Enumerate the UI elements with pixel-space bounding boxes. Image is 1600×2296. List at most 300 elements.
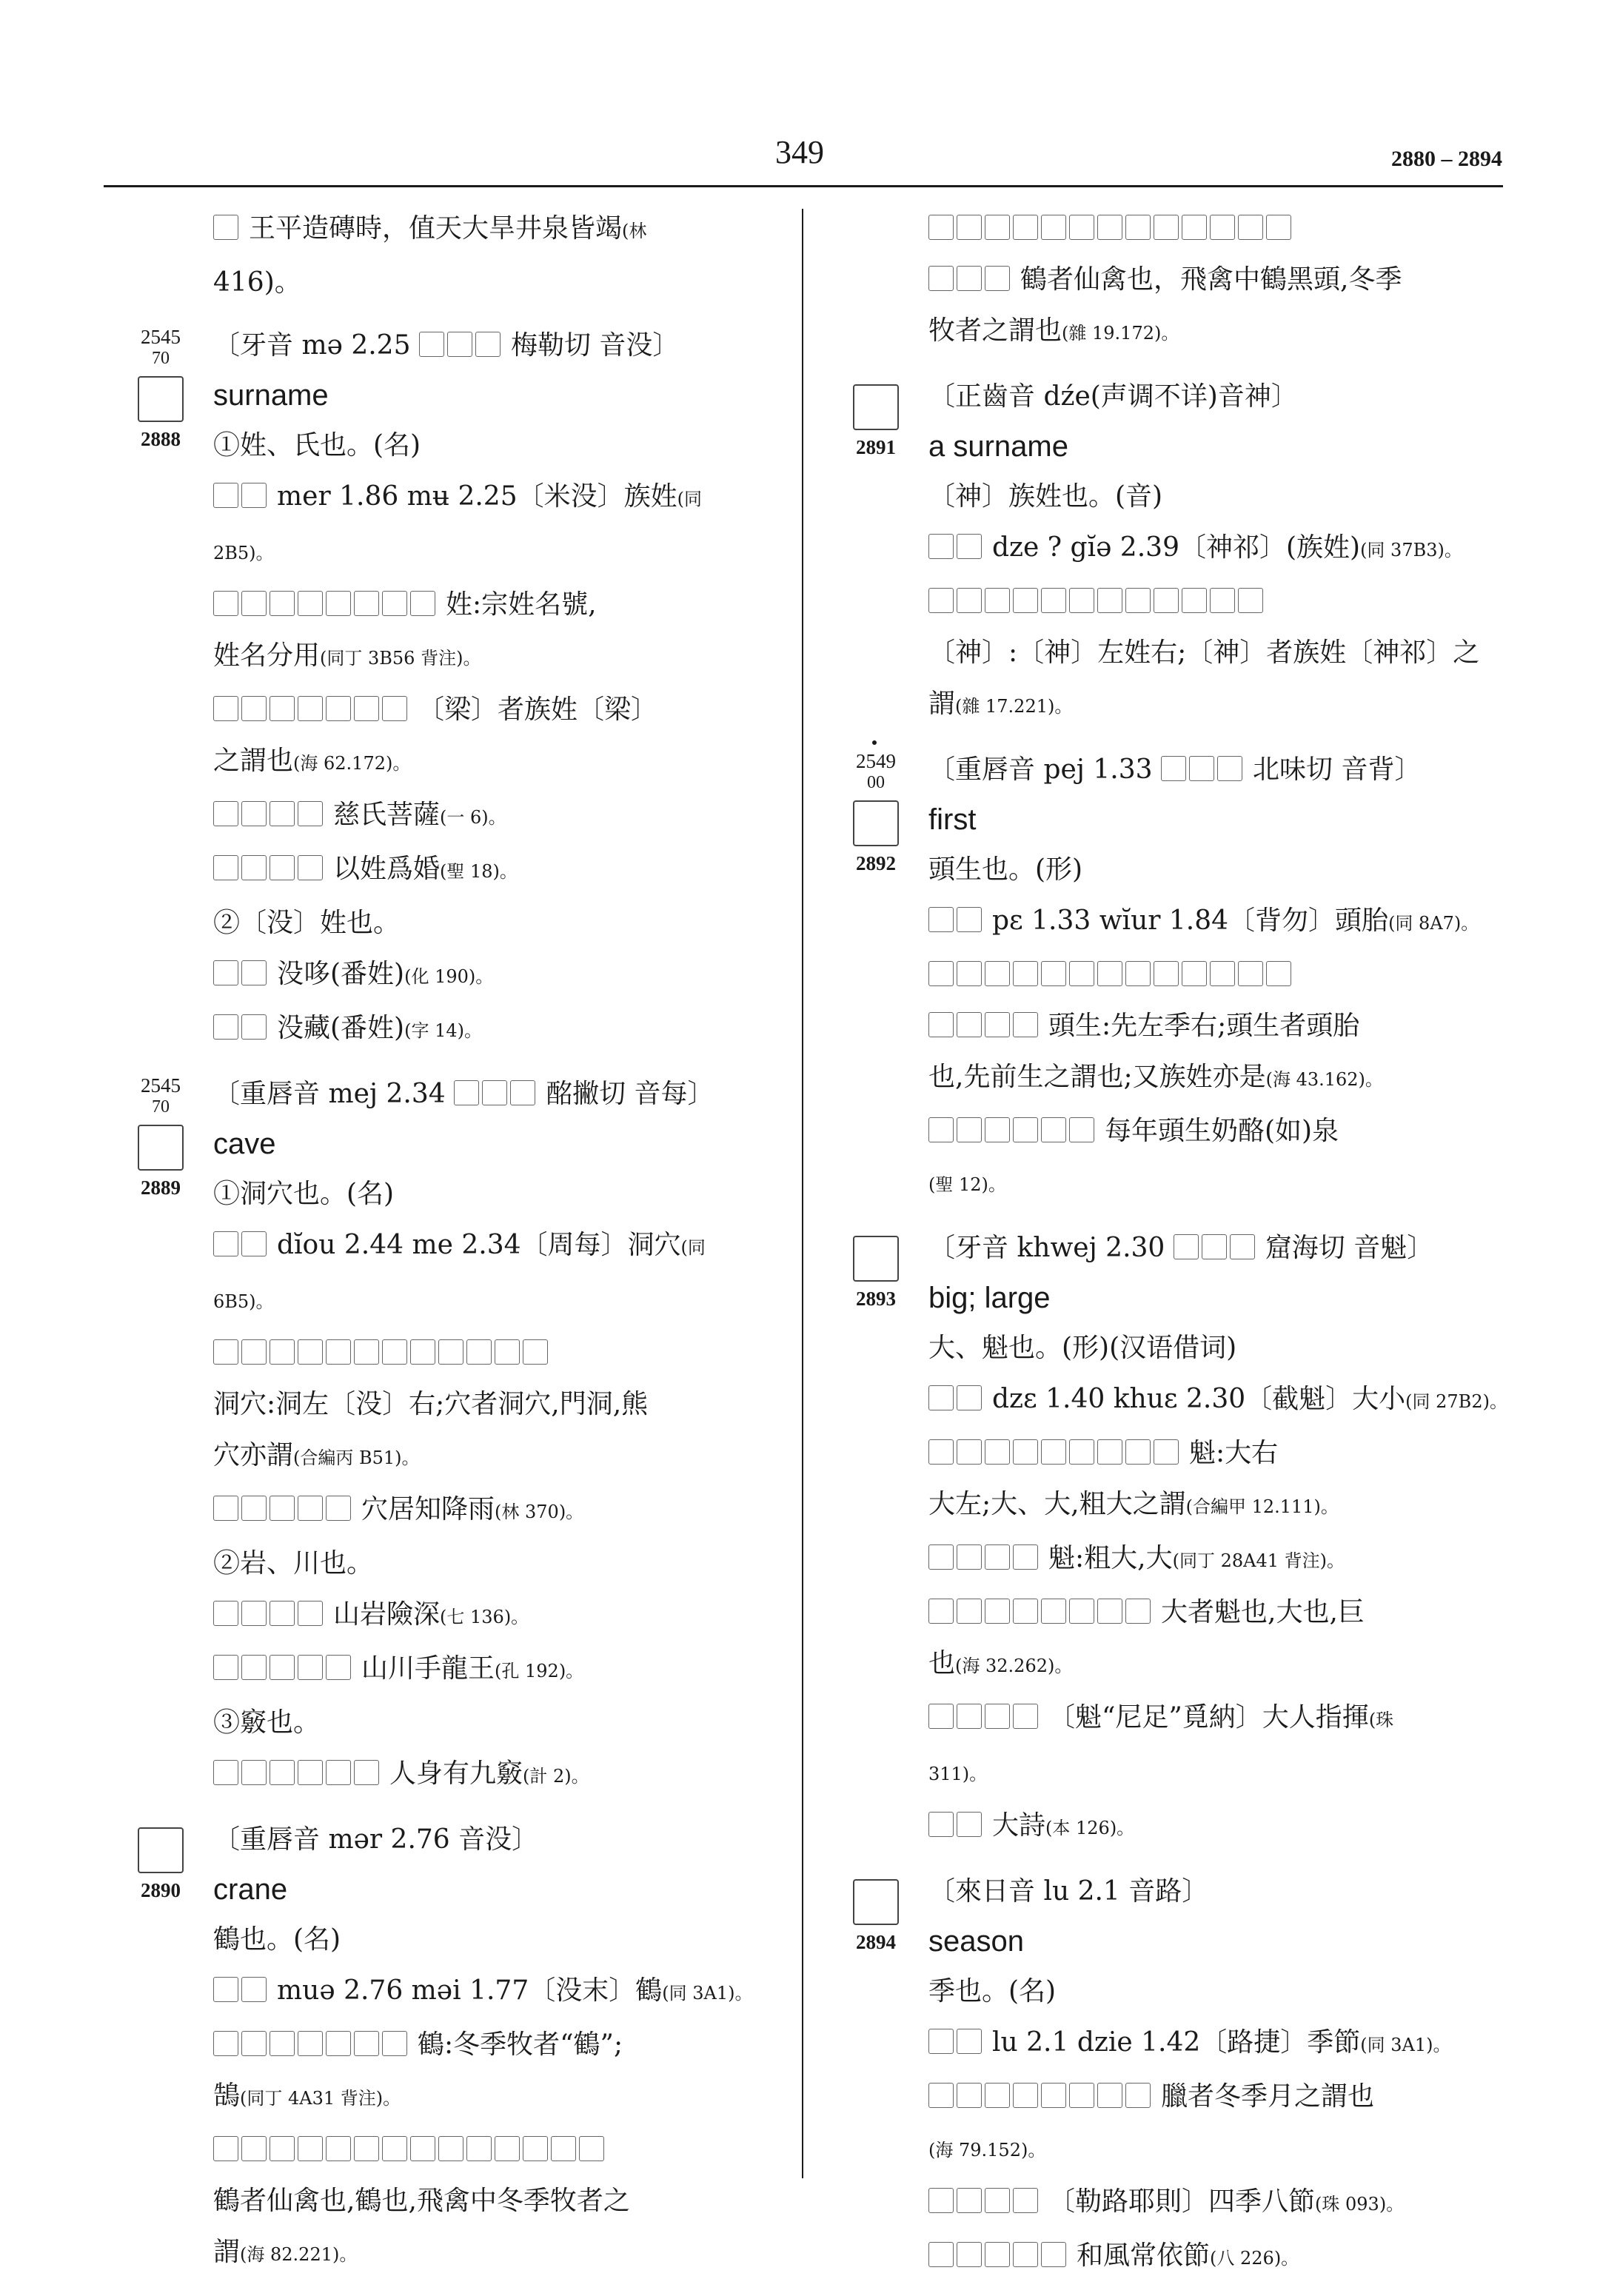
tangut-glyph [1013, 2242, 1038, 2267]
tangut-glyph [1174, 1234, 1199, 1259]
tangut-glyph [270, 1339, 295, 1365]
tangut-glyph [928, 215, 954, 240]
source-ref: (計 2)。 [523, 1766, 589, 1787]
tangut-glyph [326, 1496, 351, 1521]
tangut-glyph [957, 1385, 982, 1410]
text: 鶴者仙禽也，飛禽中鶴黑頭,冬季 [1020, 264, 1402, 295]
tangut-glyph [1013, 1544, 1038, 1570]
tangut-glyph [241, 1496, 267, 1521]
pronunciation: 〔重唇音 mər 2.76 音没〕 [213, 1824, 539, 1855]
source-ref: (同 37B3)。 [1360, 540, 1462, 560]
text: 没藏(番姓) [277, 1013, 405, 1043]
tangut-glyph [1069, 588, 1094, 613]
tangut-glyph [1041, 2242, 1066, 2267]
tangut-glyph [298, 801, 323, 826]
text: 以姓爲婚 [333, 854, 441, 884]
tangut-glyph [241, 855, 267, 880]
tangut-glyph [241, 1231, 267, 1256]
source-ref: (海 62.172)。 [293, 753, 411, 774]
tangut-glyph [928, 1439, 954, 1465]
tangut-glyph [241, 1760, 267, 1785]
tangut-glyph [985, 1012, 1010, 1037]
sense: ③竅也。 [213, 1707, 321, 1738]
source-ref: (雜 17.221)。 [955, 696, 1073, 717]
tangut-glyph [241, 696, 267, 721]
source-ref: (七 136)。 [440, 1607, 529, 1627]
source-ref: (同 3A1)。 [1360, 2035, 1451, 2055]
tangut-glyph [241, 1977, 267, 2002]
text: muə 2.76 məi 1.77〔没末〕鶴 [277, 1975, 663, 2006]
tangut-glyph [410, 2136, 435, 2161]
text: 大詩 [992, 1810, 1046, 1841]
tangut-glyph [1013, 1012, 1038, 1037]
tangut-glyph [1013, 588, 1038, 613]
tangut-glyph [1041, 588, 1066, 613]
tangut-glyph [1238, 961, 1263, 986]
tangut-glyph [957, 534, 982, 559]
entry-2894 [823, 1866, 1504, 2284]
english-gloss: first [928, 803, 977, 836]
tangut-glyph [510, 1080, 535, 1105]
text: 之謂也 [213, 746, 294, 776]
source-ref: (同 [677, 489, 702, 509]
tangut-glyph [270, 591, 295, 616]
tangut-glyph [1210, 588, 1235, 613]
english-gloss: big; large [928, 1282, 1051, 1314]
pronunciation: 〔牙音 mə 2.25 [213, 330, 411, 361]
tangut-glyph [241, 960, 267, 985]
entry-2890 [108, 1814, 789, 2280]
tangut-glyph [354, 1760, 379, 1785]
tangut-glyph [1125, 588, 1151, 613]
tangut-glyph [985, 1599, 1010, 1624]
tangut-glyph [1125, 1599, 1151, 1624]
tangut-glyph [928, 266, 954, 291]
tangut-glyph [298, 591, 323, 616]
tangut-glyph [1013, 1704, 1038, 1729]
tangut-glyph [1125, 961, 1151, 986]
tangut-glyph [270, 696, 295, 721]
tangut-glyph [1069, 215, 1094, 240]
tangut-glyph [213, 591, 238, 616]
tangut-glyph [985, 266, 1010, 291]
tangut-glyph [298, 1339, 323, 1365]
entry-number: 2893 [856, 1288, 896, 1310]
text: 鶴者仙禽也,鶴也,飛禽中冬季牧者之 [213, 2186, 630, 2216]
tangut-glyph [466, 2136, 492, 2161]
pronunciation-tail: 北味切 音背〕 [1253, 754, 1422, 785]
entry-code-sub: 70 [152, 1097, 170, 1117]
pronunciation: 〔重唇音 pej 1.33 [928, 754, 1153, 785]
source-ref: (合編甲 12.111)。 [1185, 1496, 1339, 1517]
text: 每年頭生奶酪(如)泉 [1105, 1116, 1339, 1146]
english-gloss: season [928, 1925, 1024, 1958]
tangut-glyph [298, 1760, 323, 1785]
tangut-glyph [438, 2136, 463, 2161]
tangut-glyph [985, 2242, 1010, 2267]
text: 也,先前生之謂也;又族姓亦是 [928, 1062, 1266, 1092]
tangut-glyph [1097, 1599, 1122, 1624]
tangut-glyph [1013, 1599, 1038, 1624]
source-ref: (同丁 4A31 背注)。 [240, 2088, 401, 2109]
tangut-glyph [241, 1014, 267, 1040]
tangut-glyph [298, 1655, 323, 1680]
text: dĭou 2.44 me 2.34〔周每〕洞穴 [277, 1230, 681, 1260]
tangut-glyph [1154, 1439, 1179, 1465]
tangut-glyph [382, 2031, 407, 2056]
tangut-glyph [270, 1601, 295, 1626]
tangut-glyph [1041, 1439, 1066, 1465]
text: 姓:宗姓名號, [446, 589, 597, 620]
tangut-glyph [1069, 1117, 1094, 1142]
tangut-glyph [1041, 1117, 1066, 1142]
source-ref: (同 8A7)。 [1388, 913, 1479, 934]
tangut-glyph [354, 1339, 379, 1365]
english-gloss: surname [213, 379, 329, 412]
tangut-glyph [241, 1655, 267, 1680]
text: 大者魁也,大也,巨 [1161, 1597, 1365, 1627]
tangut-glyph [957, 266, 982, 291]
source-ref: (海 43.162)。 [1265, 1069, 1383, 1090]
source-ref: (字 14)。 [404, 1020, 482, 1041]
tangut-glyph [957, 1439, 982, 1465]
tangut-head-glyph [853, 384, 899, 430]
text: mer 1.86 mʉ 2.25〔米没〕族姓 [277, 481, 677, 512]
english-gloss: cave [213, 1128, 276, 1160]
tangut-glyph [1013, 215, 1038, 240]
tangut-glyph [1210, 961, 1235, 986]
tangut-glyph [1069, 961, 1094, 986]
source-ref: (本 126)。 [1045, 1818, 1135, 1838]
tangut-glyph [1069, 2083, 1094, 2108]
tangut-glyph [928, 2083, 954, 2108]
tangut-glyph [270, 801, 295, 826]
source-ref: (化 190)。 [404, 966, 494, 987]
page-number: 349 [775, 134, 824, 170]
tangut-glyph [928, 1012, 954, 1037]
tangut-glyph [928, 588, 954, 613]
right-column [823, 203, 1507, 2296]
tangut-glyph [957, 1544, 982, 1570]
text: 人身有九竅 [389, 1758, 523, 1789]
tangut-glyph [1013, 2083, 1038, 2108]
tangut-glyph [957, 1812, 982, 1837]
text: lu 2.1 dzie 1.42〔路捷〕季節 [992, 2027, 1361, 2058]
tangut-glyph [354, 2031, 379, 2056]
tangut-glyph [928, 1812, 954, 1837]
tangut-glyph [1125, 215, 1151, 240]
source-ref: 6B5)。 [213, 1291, 274, 1312]
sense: 鶴也。(名) [213, 1924, 341, 1955]
tangut-glyph [241, 1601, 267, 1626]
text: 〔魁“尼足”覓納〕大人指揮 [1048, 1702, 1369, 1733]
entry-2889 [108, 1068, 789, 1802]
tangut-glyph [495, 2136, 520, 2161]
tangut-glyph [928, 534, 954, 559]
tangut-glyph [985, 1704, 1010, 1729]
text: 和風常依節 [1077, 2240, 1211, 2271]
entry-range: 2880 – 2894 [1391, 147, 1502, 171]
source-ref: (林 [622, 221, 647, 241]
text: 牧者之謂也 [928, 315, 1062, 346]
text: 〔梁〕者族姓〔梁〕 [418, 695, 658, 725]
tangut-glyph [213, 801, 238, 826]
header-rule [104, 185, 1503, 187]
tangut-glyph [410, 591, 435, 616]
text: 〔神〕:〔神〕左姓右;〔神〕者族姓〔神祁〕之 [928, 637, 1480, 668]
tangut-glyph [957, 588, 982, 613]
entry-number: 2892 [856, 852, 896, 874]
tangut-glyph [354, 2136, 379, 2161]
tangut-glyph [928, 1117, 954, 1142]
tangut-glyph [1238, 215, 1263, 240]
tangut-glyph [241, 591, 267, 616]
sense: 頭生也。(形) [928, 854, 1083, 885]
pronunciation-tail: 窟海切 音魁〕 [1265, 1233, 1434, 1263]
source-ref: (合編丙 B51)。 [293, 1447, 420, 1468]
tangut-glyph [326, 1760, 351, 1785]
tangut-glyph [213, 2136, 238, 2161]
tangut-glyph [957, 2188, 982, 2213]
tangut-glyph [270, 855, 295, 880]
source-ref: (聖 18)。 [440, 861, 518, 882]
entry-2888 [108, 320, 789, 1057]
tangut-glyph [957, 215, 982, 240]
source-ref: (海 79.152)。 [928, 2140, 1046, 2161]
tangut-glyph [1266, 215, 1291, 240]
tangut-glyph [382, 696, 407, 721]
tangut-glyph [1069, 1439, 1094, 1465]
tangut-glyph [1238, 588, 1263, 613]
tangut-glyph [523, 2136, 548, 2161]
tangut-glyph [957, 1012, 982, 1037]
tangut-glyph [475, 332, 501, 357]
tangut-glyph [928, 2029, 954, 2054]
source-ref: (同丁 3B56 背注)。 [320, 648, 481, 669]
tangut-head-glyph [853, 1236, 899, 1282]
entry-2891 [823, 371, 1504, 732]
tangut-glyph [213, 215, 238, 240]
tangut-glyph [1154, 215, 1179, 240]
tangut-glyph [928, 1385, 954, 1410]
tangut-glyph [928, 2188, 954, 2213]
text: 416)。 [213, 267, 301, 298]
tangut-glyph [1230, 1234, 1255, 1259]
tangut-glyph [213, 1496, 238, 1521]
tangut-glyph [454, 1080, 479, 1105]
tangut-glyph [213, 1655, 238, 1680]
tangut-glyph [298, 2031, 323, 2056]
text: 臘者冬季月之謂也 [1161, 2081, 1375, 2112]
tangut-glyph [1210, 215, 1235, 240]
text: 大左;大、大,粗大之謂 [928, 1489, 1186, 1519]
tangut-glyph [326, 2031, 351, 2056]
source-ref: (林 370)。 [495, 1502, 584, 1522]
tangut-glyph [270, 2031, 295, 2056]
tangut-glyph [382, 591, 407, 616]
text: 魁:粗大,大 [1048, 1543, 1173, 1573]
tangut-glyph [985, 2083, 1010, 2108]
text: 魁:大右 [1189, 1438, 1279, 1468]
tangut-head-glyph [138, 1827, 184, 1873]
text: 洞穴:洞左〔没〕右;穴者洞穴,門洞,熊 [213, 1389, 649, 1419]
tangut-glyph [985, 961, 1010, 986]
tangut-glyph [957, 2242, 982, 2267]
tangut-glyph [985, 215, 1010, 240]
tangut-glyph [985, 1544, 1010, 1570]
tangut-glyph [213, 2031, 238, 2056]
source-ref: (同 3A1)。 [662, 1983, 753, 2004]
source-ref: (同 27B2)。 [1405, 1391, 1507, 1412]
tangut-glyph [1013, 1439, 1038, 1465]
english-gloss: crane [213, 1873, 288, 1906]
tangut-glyph [354, 696, 379, 721]
source-ref: 311)。 [928, 1764, 988, 1784]
entry-code-sub: 00 [867, 773, 885, 792]
tangut-glyph [1182, 588, 1207, 613]
tangut-glyph [1013, 2188, 1038, 2213]
tangut-glyph [213, 960, 238, 985]
tangut-glyph [241, 483, 267, 508]
pronunciation: 〔重唇音 mej 2.34 [213, 1079, 446, 1109]
tangut-glyph [298, 696, 323, 721]
english-gloss: a surname [928, 430, 1068, 463]
tangut-head-glyph [138, 1125, 184, 1171]
entry-number: 2890 [141, 1879, 181, 1901]
sense: ①姓、氏也。(名) [213, 430, 421, 461]
tangut-glyph [985, 2188, 1010, 2213]
entry-number: 2894 [856, 1931, 896, 1953]
tangut-glyph [382, 2136, 407, 2161]
pronunciation-tail: 酩撇切 音每〕 [546, 1079, 714, 1109]
text: 姓名分用 [213, 640, 321, 671]
tangut-glyph [495, 1339, 520, 1365]
tangut-glyph [1097, 1439, 1122, 1465]
text: 鵠 [213, 2081, 241, 2111]
tangut-glyph [213, 1231, 238, 1256]
tangut-glyph [1154, 961, 1179, 986]
tangut-glyph [382, 1339, 407, 1365]
text: pɛ 1.33 wĭur 1.84〔背勿〕頭胎 [992, 906, 1389, 936]
tangut-glyph [1041, 2083, 1066, 2108]
tangut-glyph [213, 1339, 238, 1365]
tangut-glyph [957, 1704, 982, 1729]
tangut-glyph [241, 1339, 267, 1365]
tangut-glyph [1013, 961, 1038, 986]
sense: 季也。(名) [928, 1976, 1057, 2007]
tangut-glyph [326, 2136, 351, 2161]
tangut-glyph [354, 591, 379, 616]
tangut-glyph [270, 1760, 295, 1785]
tangut-glyph [241, 2136, 267, 2161]
tangut-glyph [928, 907, 954, 932]
source-ref: (八 226)。 [1210, 2248, 1299, 2269]
text: 穴亦謂 [213, 1440, 294, 1470]
tangut-glyph [1097, 215, 1122, 240]
tangut-glyph [928, 1599, 954, 1624]
tangut-glyph [957, 907, 982, 932]
tangut-head-glyph [138, 376, 184, 422]
tangut-glyph [1202, 1234, 1227, 1259]
tangut-glyph [1125, 1439, 1151, 1465]
text: 頭生:先左季右;頭生者頭胎 [1048, 1011, 1360, 1041]
tangut-glyph [551, 2136, 576, 2161]
source-ref: (同丁 28A41 背注)。 [1172, 1550, 1345, 1571]
column-rule [802, 209, 803, 2178]
sense: ②岩、川也。 [213, 1548, 374, 1579]
text: 〔勒路耶則〕四季八節 [1048, 2186, 1316, 2217]
tangut-glyph [957, 1599, 982, 1624]
tangut-glyph [523, 1339, 548, 1365]
entry-2892 [823, 744, 1504, 1211]
tangut-glyph [985, 1117, 1010, 1142]
text: 山川手龍王 [361, 1653, 495, 1684]
sense: ②〔没〕姓也。 [213, 908, 401, 938]
tangut-glyph [241, 2031, 267, 2056]
tangut-glyph [1266, 961, 1291, 986]
entry-code: 2549 [856, 750, 896, 772]
tangut-glyph [213, 1601, 238, 1626]
entry-number: 2888 [141, 428, 181, 450]
tangut-glyph [213, 1014, 238, 1040]
tangut-glyph [466, 1339, 492, 1365]
text: 山岩險深 [333, 1599, 441, 1630]
tangut-glyph [928, 961, 954, 986]
tangut-glyph [1041, 961, 1066, 986]
sense: 大、魁也。(形)(汉语借词) [928, 1333, 1237, 1363]
source-ref: 2B5)。 [213, 543, 274, 563]
tangut-glyph [928, 1544, 954, 1570]
tangut-glyph [419, 332, 444, 357]
tangut-glyph [298, 1601, 323, 1626]
tangut-glyph [213, 1760, 238, 1785]
entry-number: 2891 [856, 436, 896, 458]
tangut-glyph [957, 961, 982, 986]
entry-number: 2889 [141, 1177, 181, 1199]
entry-2893 [823, 1222, 1507, 1854]
entry-continuation [108, 203, 789, 308]
tangut-glyph [410, 1339, 435, 1365]
tangut-glyph [298, 855, 323, 880]
tangut-glyph [1041, 1599, 1066, 1624]
source-ref: (海 82.221)。 [240, 2244, 358, 2265]
tangut-glyph [1097, 2083, 1122, 2108]
tangut-glyph [928, 1704, 954, 1729]
text: 没哆(番姓) [277, 959, 405, 989]
text: 王平造磚時，值天大旱井泉皆竭 [249, 213, 623, 244]
tangut-glyph [1097, 961, 1122, 986]
tangut-glyph [326, 1339, 351, 1365]
tangut-glyph [957, 1117, 982, 1142]
tangut-glyph [213, 1977, 238, 2002]
source-ref: (同 [680, 1237, 706, 1258]
source-ref: (孔 192)。 [495, 1661, 584, 1681]
source-ref: (珠 093)。 [1315, 2194, 1405, 2215]
tangut-head-glyph [853, 1879, 899, 1925]
tangut-glyph [1217, 756, 1242, 781]
entry-continuation [823, 203, 1504, 359]
source-ref: (一 6)。 [440, 807, 506, 828]
text: 慈氏菩薩 [333, 800, 441, 830]
tangut-glyph [1069, 1599, 1094, 1624]
left-column [108, 203, 789, 2292]
tangut-head-glyph [853, 800, 899, 846]
tangut-glyph [957, 2029, 982, 2054]
sense: 〔神〕族姓也。(音) [928, 481, 1163, 512]
text: 謂 [213, 2237, 241, 2267]
tangut-glyph [213, 696, 238, 721]
tangut-glyph [1125, 2083, 1151, 2108]
